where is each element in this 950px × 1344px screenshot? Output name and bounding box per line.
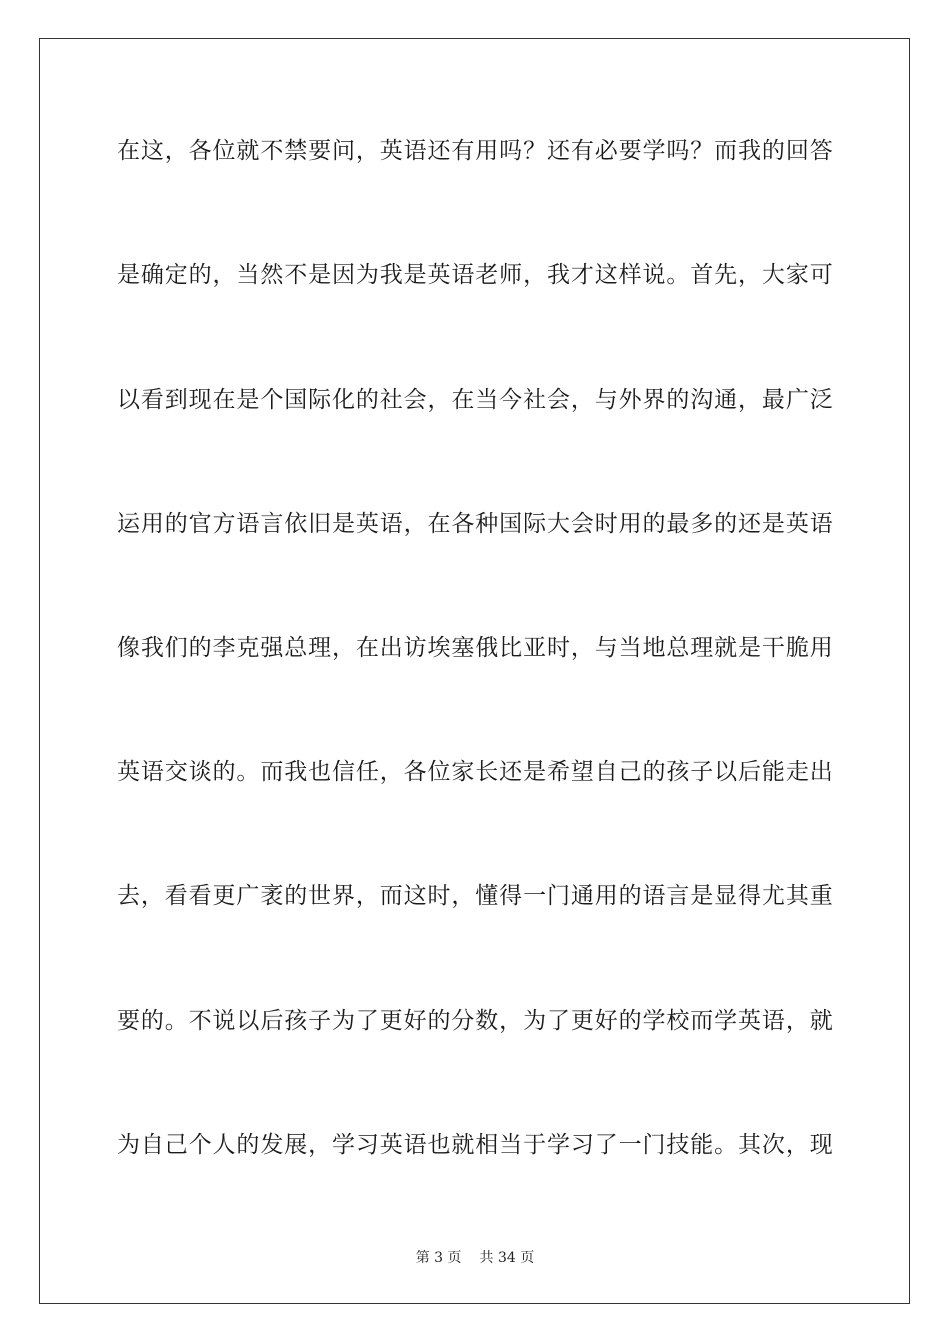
page-total: 共 34 页 — [479, 1250, 535, 1266]
body-text-line-7: 去，看看更广袤的世界，而这时，懂得一门通用的语言是显得尤其重 — [117, 883, 833, 909]
body-text-line-5: 像我们的李克强总理，在出访埃塞俄比亚时，与当地总理就是干脆用 — [117, 635, 833, 661]
page-border — [39, 38, 910, 1304]
body-text-line-9: 为自己个人的发展，学习英语也就相当于学习了一门技能。其次，现 — [117, 1132, 833, 1158]
body-text-line-1: 在这，各位就不禁要问，英语还有用吗？还有必要学吗？而我的回答 — [117, 138, 833, 164]
body-text-line-2: 是确定的，当然不是因为我是英语老师，我才这样说。首先，大家可 — [117, 262, 833, 288]
body-text-line-3: 以看到现在是个国际化的社会，在当今社会，与外界的沟通，最广泛 — [117, 387, 833, 413]
page-footer — [0, 1249, 950, 1267]
page-number: 第 3 页 — [415, 1250, 462, 1266]
body-text-line-8: 要的。不说以后孩子为了更好的分数，为了更好的学校而学英语，就 — [117, 1008, 833, 1034]
body-text-line-6: 英语交谈的。而我也信任，各位家长还是希望自己的孩子以后能走出 — [117, 759, 833, 785]
body-text-line-4: 运用的官方语言依旧是英语，在各种国际大会时用的最多的还是英语 — [117, 511, 833, 537]
